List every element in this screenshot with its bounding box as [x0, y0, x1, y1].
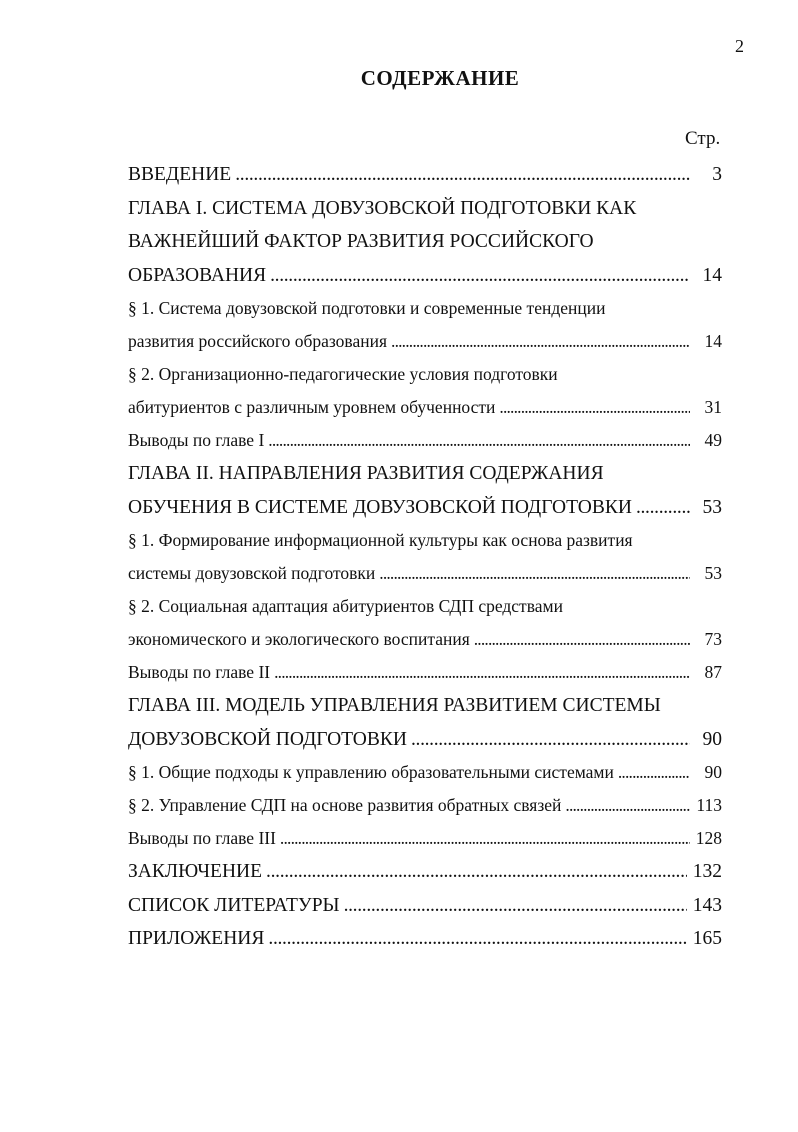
toc-page-number: 14 — [704, 331, 722, 351]
toc-page-number: 90 — [702, 728, 722, 750]
toc-leader-dots — [344, 889, 687, 923]
toc-leader-dots — [618, 756, 690, 789]
toc-entry[interactable] — [128, 822, 722, 855]
toc-page-number: 132 — [692, 861, 722, 882]
toc-entry-text: ОБУЧЕНИЯ В СИСТЕМЕ ДОВУЗОВСКОЙ ПОДГОТОВКИ — [128, 496, 632, 518]
toc-entry[interactable] — [128, 259, 722, 293]
toc-page-number: 128 — [695, 828, 722, 848]
toc-leader-dots — [270, 259, 690, 293]
toc-entry-text: Выводы по главе III — [128, 828, 276, 848]
toc-entry[interactable] — [128, 656, 722, 689]
toc-entry-text: абитуриентов с различным уровнем обученности — [128, 397, 496, 417]
toc-page-number: 90 — [704, 762, 722, 782]
toc-entry-text: § 2. Социальная адаптация абитуриентов СДП средствами — [128, 596, 563, 616]
toc-page-number: 143 — [692, 894, 722, 916]
toc-entry[interactable] — [128, 557, 722, 590]
toc-entry[interactable] — [128, 391, 722, 424]
toc-leader-dots — [280, 822, 690, 855]
toc-entry-text: § 1. Формирование информационной культуры как основа развития — [128, 530, 633, 550]
table-of-contents — [128, 158, 722, 956]
toc-entry-text: § 1. Система довузовской подготовки и современные тенденции — [128, 298, 606, 318]
toc-entry[interactable] — [128, 158, 722, 192]
toc-entry[interactable] — [128, 491, 722, 525]
toc-entry-text: экономического и экологического воспитания — [128, 629, 470, 649]
toc-entry-text: ВАЖНЕЙШИЙ ФАКТОР РАЗВИТИЯ РОССИЙСКОГО — [128, 231, 594, 252]
toc-entry-line — [128, 590, 722, 623]
toc-entry-text: ПРИЛОЖЕНИЯ — [128, 928, 265, 949]
toc-leader-dots — [268, 922, 686, 956]
toc-entry-line — [128, 689, 722, 723]
toc-entry-text: ОБРАЗОВАНИЯ — [128, 264, 267, 286]
toc-entry-line — [128, 192, 722, 226]
toc-entry[interactable] — [128, 723, 722, 757]
toc-entry-text: Выводы по главе I — [128, 430, 265, 450]
toc-entry[interactable] — [128, 855, 722, 889]
toc-entry[interactable] — [128, 325, 722, 358]
toc-entry-text: ГЛАВА I. СИСТЕМА ДОВУЗОВСКОЙ ПОДГОТОВКИ КАК — [128, 197, 637, 219]
toc-entry-text: ДОВУЗОВСКОЙ ПОДГОТОВКИ — [128, 728, 407, 750]
toc-entry-text: СПИСОК ЛИТЕРАТУРЫ — [128, 894, 340, 916]
toc-leader-dots — [565, 789, 690, 822]
toc-page-number: 14 — [702, 264, 722, 286]
toc-page-number: 49 — [704, 430, 722, 450]
toc-page-number: 53 — [702, 496, 722, 518]
toc-entry-line — [128, 225, 722, 259]
toc-leader-dots — [235, 158, 690, 192]
page-number: 2 — [735, 36, 744, 56]
toc-entry-text: развития российского образования — [128, 331, 388, 351]
toc-entry-text: § 2. Управление СДП на основе развития обратных связей — [128, 795, 562, 815]
toc-page-number: 113 — [696, 795, 722, 815]
toc-page-number: 53 — [704, 563, 722, 583]
toc-leader-dots — [274, 656, 690, 689]
toc-entry-text: § 2. Организационно-педагогические условия подготовки — [128, 364, 558, 384]
page-title: СОДЕРЖАНИЕ — [360, 66, 520, 90]
toc-entry[interactable] — [128, 623, 722, 656]
page-column-label: Стр. — [685, 128, 721, 149]
toc-page-number: 3 — [712, 164, 722, 185]
toc-entry[interactable] — [128, 789, 722, 822]
toc-entry[interactable] — [128, 424, 722, 457]
toc-entry-text: ГЛАВА II. НАПРАВЛЕНИЯ РАЗВИТИЯ СОДЕРЖАНИЯ — [128, 463, 604, 484]
toc-page-number: 31 — [704, 397, 722, 417]
toc-entry-line — [128, 524, 722, 557]
toc-entry[interactable] — [128, 889, 722, 923]
toc-entry-text: ЗАКЛЮЧЕНИЕ — [128, 861, 263, 882]
toc-leader-dots — [266, 855, 687, 889]
toc-entry[interactable] — [128, 756, 722, 789]
toc-leader-dots — [268, 424, 690, 457]
toc-entry-text: ВВЕДЕНИЕ — [128, 164, 232, 185]
toc-leader-dots — [636, 491, 690, 525]
toc-entry[interactable] — [128, 922, 722, 956]
toc-leader-dots — [391, 325, 690, 358]
toc-entry-text: Выводы по главе II — [128, 662, 271, 682]
toc-entry-line — [128, 358, 722, 391]
toc-entry-text: ГЛАВА III. МОДЕЛЬ УПРАВЛЕНИЯ РАЗВИТИЕМ СИСТЕМЫ — [128, 695, 661, 716]
toc-entry-text: системы довузовской подготовки — [128, 563, 376, 583]
toc-leader-dots — [474, 623, 690, 656]
toc-page-number: 87 — [704, 662, 722, 682]
toc-page-number: 165 — [692, 928, 722, 949]
toc-entry-line — [128, 292, 722, 325]
toc-entry-line — [128, 457, 722, 491]
toc-entry-text: § 1. Общие подходы к управлению образовательными системами — [128, 762, 614, 782]
toc-leader-dots — [499, 391, 690, 424]
toc-leader-dots — [411, 723, 690, 757]
toc-page-number: 73 — [704, 629, 722, 649]
toc-leader-dots — [379, 557, 690, 590]
